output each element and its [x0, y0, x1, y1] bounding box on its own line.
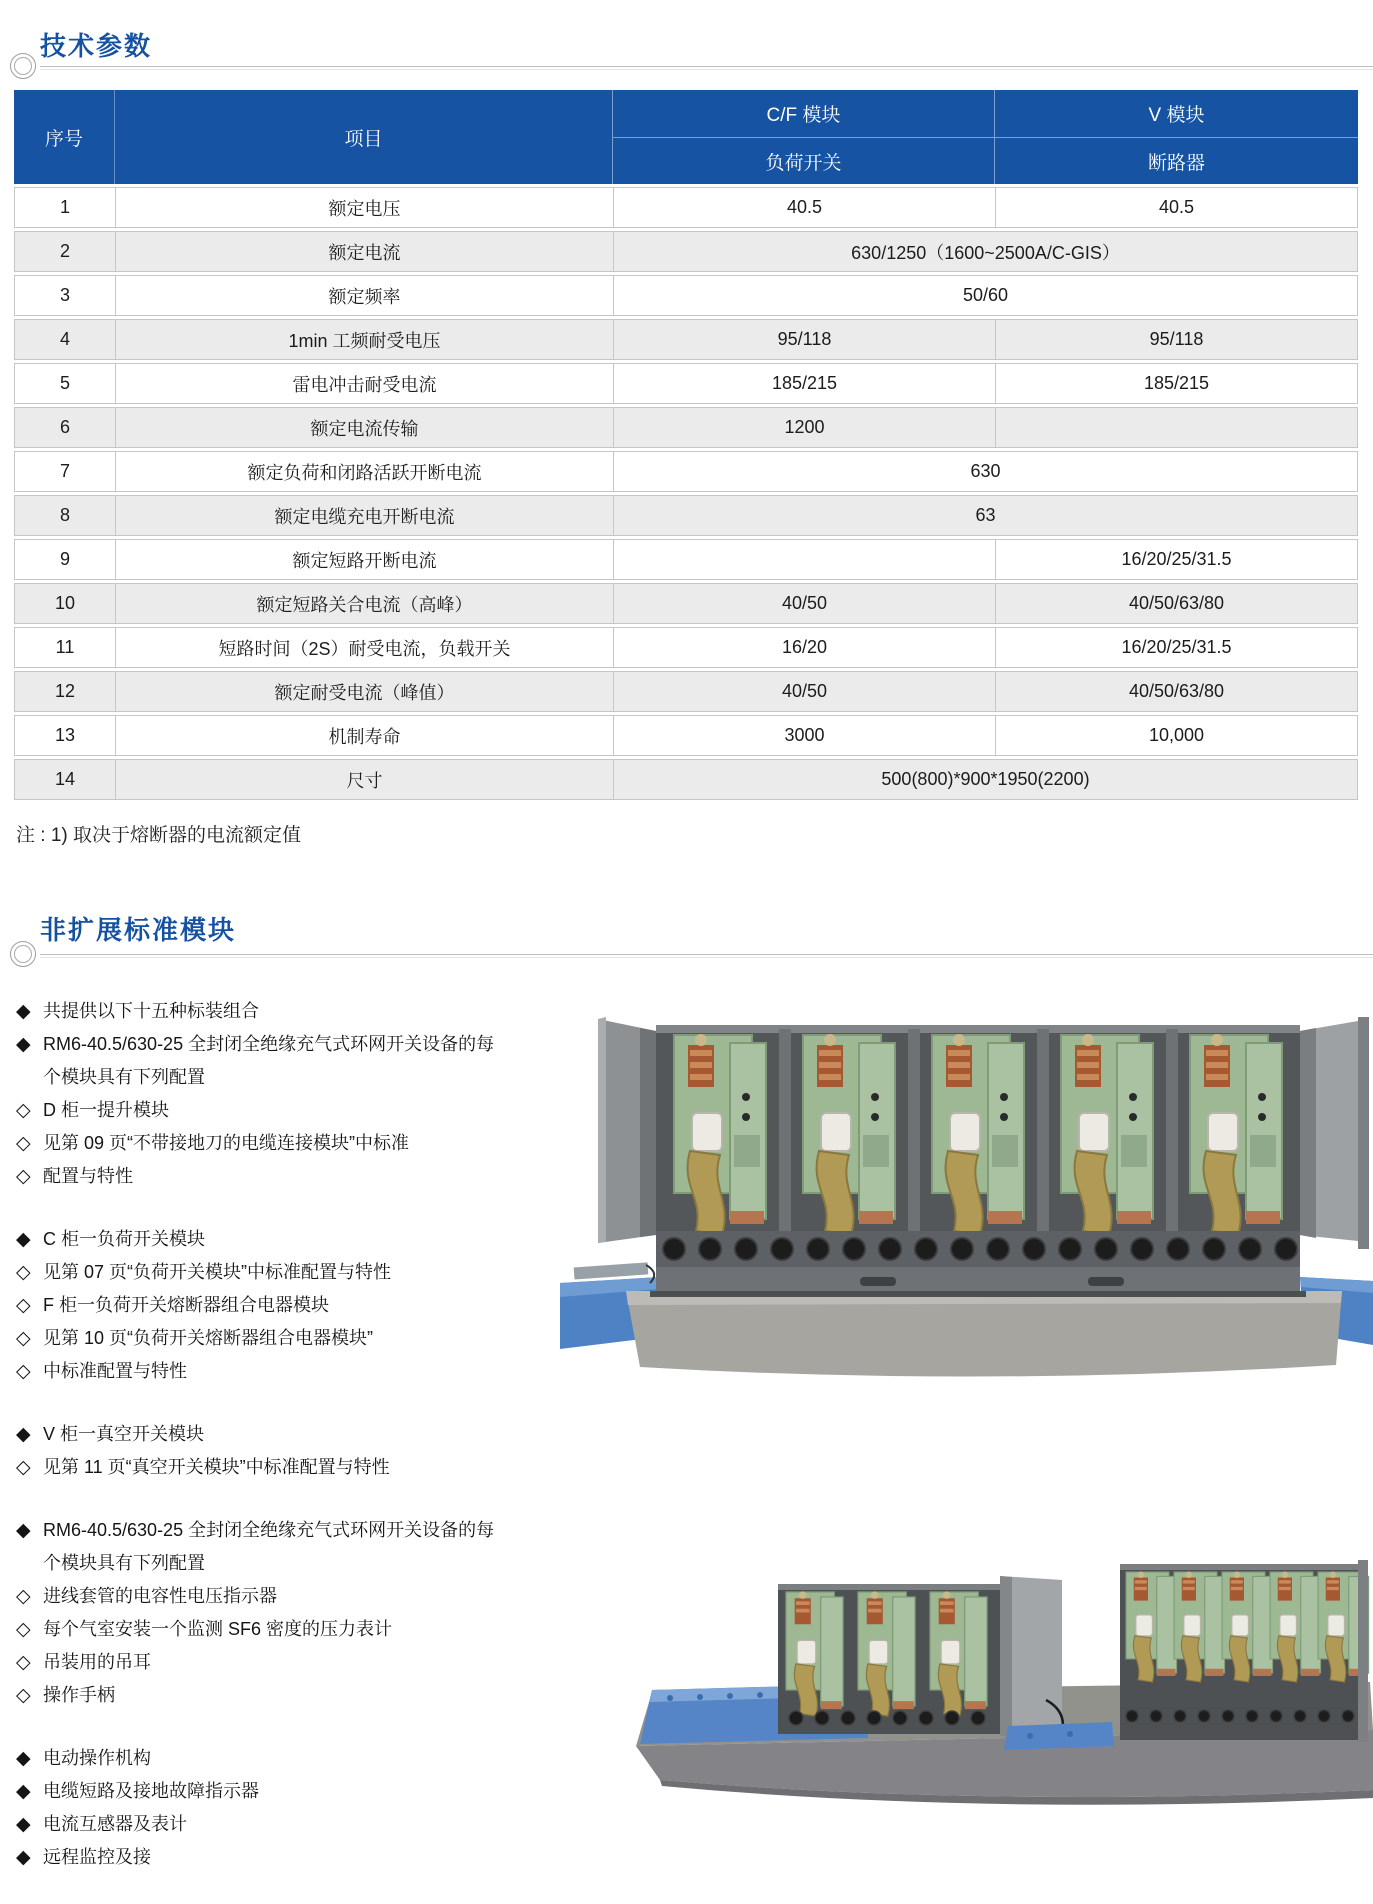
table-cell: 9	[59, 549, 70, 569]
bullet-text: 见第 10 页“负荷开关熔断器组合电器模块”	[43, 1328, 374, 1348]
table-cell: 630/1250（1600~2500A/C-GIS）	[613, 232, 1357, 271]
table-cell: 5	[59, 373, 70, 393]
table-row	[14, 451, 1358, 492]
equipment-photo-switchgear-front	[560, 1015, 1373, 1385]
diamond-hollow-icon: ◇	[16, 1166, 31, 1187]
table-row	[14, 319, 1358, 360]
bullet-item	[16, 1808, 546, 1841]
table-row	[14, 539, 1358, 580]
table-cell: 500(800)*900*1950(2200)	[613, 760, 1357, 799]
bullet-item	[16, 1160, 546, 1193]
bullet-item	[16, 1028, 546, 1061]
table-row	[14, 627, 1358, 668]
spec-table-body	[14, 187, 1358, 800]
table-cell: 14	[54, 769, 76, 789]
diamond-hollow-icon: ◇	[16, 1457, 31, 1478]
table-cell: 12	[54, 681, 76, 701]
bullet-item	[16, 1256, 546, 1289]
table-cell: 10	[54, 593, 76, 613]
diamond-hollow-icon: ◇	[16, 1586, 31, 1607]
bullet-item	[16, 1775, 546, 1808]
table-cell: 40/50	[613, 672, 995, 711]
table-cell: 16/20/25/31.5	[995, 628, 1357, 667]
bullet-group	[16, 1742, 546, 1874]
bullet-text: 见第 09 页“不带接地刀的电缆连接模块”中标准	[43, 1133, 410, 1153]
diamond-filled-icon: ◆	[16, 1034, 31, 1055]
bullet-item	[16, 1418, 546, 1451]
table-cell: 4	[59, 329, 70, 349]
diamond-hollow-icon: ◇	[16, 1100, 31, 1121]
table-cell: 额定电缆充电开断电流	[115, 496, 613, 535]
bullet-list	[16, 995, 546, 1904]
table-cell: 40.5	[995, 188, 1357, 227]
diamond-filled-icon: ◆	[16, 1424, 31, 1445]
bullet-text: 中标准配置与特性	[43, 1361, 187, 1381]
diamond-hollow-icon: ◇	[16, 1328, 31, 1349]
diamond-hollow-icon: ◇	[16, 1295, 31, 1316]
equipment-photo-switchgear-line	[600, 1540, 1373, 1848]
table-cell: 额定短路开断电流	[115, 540, 613, 579]
bullet-text: 操作手柄	[43, 1685, 115, 1705]
table-cell: 额定电流	[115, 232, 613, 271]
bullet-text: 电缆短路及接地故障指示器	[43, 1781, 259, 1801]
bullet-item	[16, 1580, 546, 1613]
col-header-cf: C/F 模块	[612, 90, 994, 137]
table-cell: 1200	[613, 408, 995, 447]
table-cell	[995, 408, 1357, 447]
bullet-group	[16, 1514, 546, 1712]
table-cell: 50/60	[613, 276, 1357, 315]
bullet-text: 吊装用的吊耳	[43, 1652, 151, 1672]
bullet-item	[16, 1289, 546, 1322]
bullet-text: RM6-40.5/630-25 全封闭全绝缘充气式环网开关设备的每	[43, 1034, 495, 1054]
col-header-v: V 模块	[994, 90, 1358, 137]
bullet-item	[16, 995, 546, 1028]
table-row	[14, 495, 1358, 536]
bullet-item	[16, 1355, 546, 1388]
table-cell: 11	[55, 637, 75, 657]
table-cell: 额定电压	[115, 188, 613, 227]
bullet-text: 个模块具有下列配置	[43, 1067, 205, 1087]
diamond-hollow-icon: ◇	[16, 1685, 31, 1706]
bullet-text: 配置与特性	[43, 1166, 133, 1186]
table-cell: 40.5	[613, 188, 995, 227]
bullet-text: RM6-40.5/630-25 全封闭全绝缘充气式环网开关设备的每	[43, 1520, 495, 1540]
table-row	[14, 407, 1358, 448]
table-cell: 10,000	[995, 716, 1357, 755]
table-cell	[613, 540, 995, 579]
ring-ornament-icon	[10, 53, 36, 79]
table-row	[14, 187, 1358, 228]
diamond-hollow-icon: ◇	[16, 1619, 31, 1640]
bullet-text: 进线套管的电容性电压指示器	[43, 1586, 277, 1606]
bullet-item	[16, 1613, 546, 1646]
bullet-group	[16, 995, 546, 1193]
diamond-hollow-icon: ◇	[16, 1262, 31, 1283]
table-row	[14, 671, 1358, 712]
divider-line	[40, 954, 1373, 958]
table-row	[14, 759, 1358, 800]
table-cell: 额定负荷和闭路活跃开断电流	[115, 452, 613, 491]
bullet-group	[16, 1418, 546, 1484]
table-cell: 尺寸	[115, 760, 613, 799]
table-cell: 630	[613, 452, 1357, 491]
col-subheader-cf: 负荷开关	[612, 137, 994, 184]
table-cell: 机制寿命	[115, 716, 613, 755]
table-cell: 40/50	[613, 584, 995, 623]
table-cell: 16/20/25/31.5	[995, 540, 1357, 579]
table-row	[14, 583, 1358, 624]
bullet-item	[16, 1322, 546, 1355]
bullet-continuation	[16, 1547, 546, 1580]
bullet-item	[16, 1679, 546, 1712]
table-cell: 185/215	[613, 364, 995, 403]
table-cell: 7	[59, 461, 70, 481]
bullet-item	[16, 1841, 546, 1874]
bullet-group	[16, 1223, 546, 1388]
bullet-item	[16, 1514, 546, 1547]
table-cell: 63	[613, 496, 1357, 535]
table-row	[14, 363, 1358, 404]
table-cell: 40/50/63/80	[995, 584, 1357, 623]
table-cell: 8	[59, 505, 70, 525]
bullet-item	[16, 1451, 546, 1484]
diamond-hollow-icon: ◇	[16, 1652, 31, 1673]
table-cell: 额定短路关合电流（高峰）	[115, 584, 613, 623]
table-cell: 16/20	[613, 628, 995, 667]
table-cell: 1min 工频耐受电压	[115, 320, 613, 359]
table-cell: 额定耐受电流（峰值）	[115, 672, 613, 711]
col-header-item: 项目	[114, 90, 612, 184]
table-row	[14, 715, 1358, 756]
spec-table-header	[14, 90, 1358, 184]
bullet-text: 远程监控及接	[43, 1847, 151, 1867]
bullet-text: 见第 11 页“真空开关模块”中标准配置与特性	[43, 1457, 390, 1477]
bullet-text: 每个气室安装一个监测 SF6 密度的压力表计	[43, 1619, 393, 1639]
bullet-continuation	[16, 1061, 546, 1094]
section2-title: 非扩展标准模块	[40, 915, 237, 945]
table-cell: 13	[54, 725, 76, 745]
bullet-item	[16, 1094, 546, 1127]
diamond-hollow-icon: ◇	[16, 1361, 31, 1382]
diamond-filled-icon: ◆	[16, 1748, 31, 1769]
diamond-filled-icon: ◆	[16, 1001, 31, 1022]
bullet-text: C 柜一负荷开关模块	[43, 1229, 205, 1249]
table-row	[14, 275, 1358, 316]
bullet-text: 电动操作机构	[43, 1748, 151, 1768]
table-cell: 1	[59, 197, 70, 217]
table-cell: 40/50/63/80	[995, 672, 1357, 711]
table-cell: 3000	[613, 716, 995, 755]
table-cell: 6	[59, 417, 70, 437]
table-cell: 95/118	[995, 320, 1357, 359]
bullet-text: D 柜一提升模块	[43, 1100, 169, 1120]
diamond-filled-icon: ◆	[16, 1520, 31, 1541]
table-cell: 雷电冲击耐受电流	[115, 364, 613, 403]
bullet-text: 共提供以下十五种标装组合	[43, 1001, 259, 1021]
table-cell: 3	[59, 285, 70, 305]
table-cell: 2	[59, 241, 70, 261]
col-header-no: 序号	[44, 128, 83, 150]
section1-title: 技术参数	[40, 31, 153, 61]
table-row	[14, 231, 1358, 272]
spec-table	[14, 90, 1358, 800]
table-cell: 短路时间（2S）耐受电流，负载开关	[115, 628, 613, 667]
diamond-filled-icon: ◆	[16, 1229, 31, 1250]
table-cell: 95/118	[613, 320, 995, 359]
diamond-filled-icon: ◆	[16, 1814, 31, 1835]
table-cell: 额定频率	[115, 276, 613, 315]
bullet-text: 个模块具有下列配置	[43, 1553, 205, 1573]
diamond-filled-icon: ◆	[16, 1781, 31, 1802]
table-cell: 185/215	[995, 364, 1357, 403]
table-cell: 额定电流传输	[115, 408, 613, 447]
bullet-item	[16, 1646, 546, 1679]
bullet-text: 电流互感器及表计	[43, 1814, 187, 1834]
bullet-text: F 柜一负荷开关熔断器组合电器模块	[43, 1295, 329, 1315]
bullet-item	[16, 1223, 546, 1256]
diamond-filled-icon: ◆	[16, 1847, 31, 1868]
divider-line	[40, 66, 1373, 70]
col-subheader-v: 断路器	[994, 137, 1358, 184]
table-footnote: 注 : 1) 取决于熔断器的电流额定值	[16, 825, 302, 846]
bullet-text: 见第 07 页“负荷开关模块”中标准配置与特性	[43, 1262, 392, 1282]
diamond-hollow-icon: ◇	[16, 1133, 31, 1154]
bullet-item	[16, 1127, 546, 1160]
bullet-text: V 柜一真空开关模块	[43, 1424, 205, 1444]
bullet-item	[16, 1742, 546, 1775]
ring-ornament-icon	[10, 941, 36, 967]
